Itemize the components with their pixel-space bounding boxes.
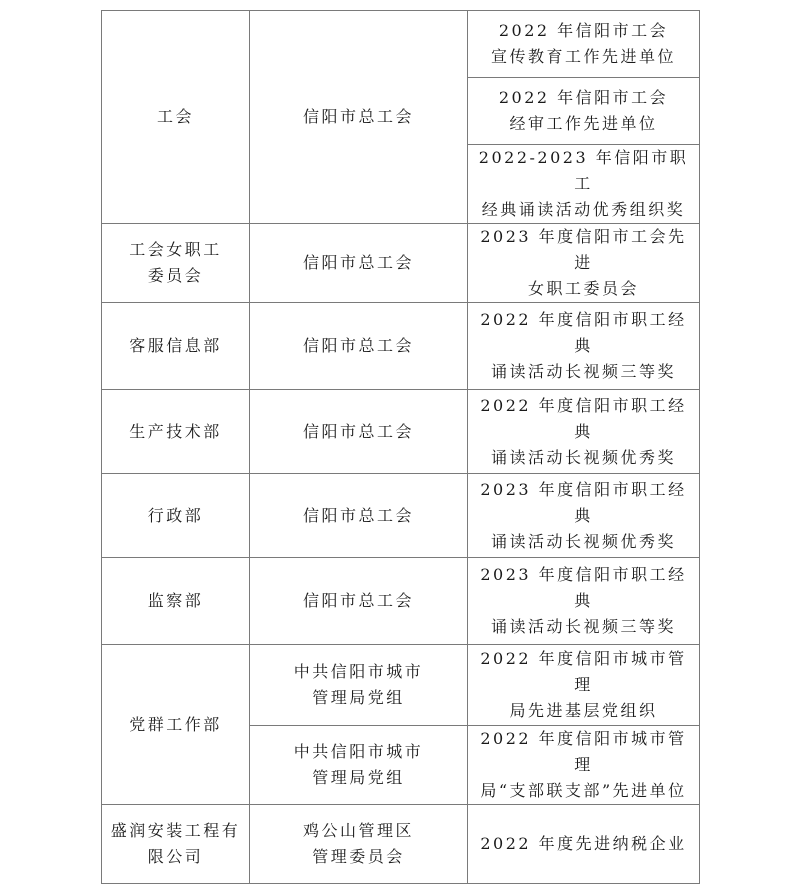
dept-cell: 工会女职工 委员会 (102, 224, 250, 303)
award-cell: 2023 年度信阳市职工经典 诵读活动长视频三等奖 (468, 558, 700, 645)
award-cell: 2023 年度信阳市职工经典 诵读活动长视频优秀奖 (468, 474, 700, 558)
table-row (102, 224, 700, 303)
table-row (102, 303, 700, 390)
dept-cell: 行政部 (102, 474, 250, 558)
honors-table (101, 10, 700, 884)
issuer-cell: 信阳市总工会 (250, 303, 468, 390)
dept-cell: 生产技术部 (102, 390, 250, 474)
dept-cell: 盛润安装工程有 限公司 (102, 805, 250, 884)
award-cell: 2022 年度信阳市职工经典 诵读活动长视频三等奖 (468, 303, 700, 390)
table-row (102, 805, 700, 884)
award-cell: 2022 年度信阳市职工经典 诵读活动长视频优秀奖 (468, 390, 700, 474)
table-row (102, 558, 700, 645)
issuer-cell: 信阳市总工会 (250, 224, 468, 303)
award-cell: 2022 年度先进纳税企业 (468, 805, 700, 884)
table-row (102, 11, 700, 78)
award-cell: 2022 年信阳市工会 经审工作先进单位 (468, 78, 700, 145)
issuer-cell: 中共信阳市城市 管理局党组 (250, 726, 468, 805)
table-row (102, 474, 700, 558)
dept-cell: 党群工作部 (102, 645, 250, 805)
award-cell: 2022 年度信阳市城市管理 局先进基层党组织 (468, 645, 700, 726)
issuer-cell: 信阳市总工会 (250, 474, 468, 558)
award-cell: 2022-2023 年信阳市职工 经典诵读活动优秀组织奖 (468, 145, 700, 224)
dept-cell: 工会 (102, 11, 250, 224)
table-row (102, 390, 700, 474)
award-cell: 2023 年度信阳市工会先进 女职工委员会 (468, 224, 700, 303)
issuer-cell: 信阳市总工会 (250, 558, 468, 645)
award-cell: 2022 年度信阳市城市管理 局“支部联支部”先进单位 (468, 726, 700, 805)
table-row (102, 645, 700, 726)
issuer-cell: 信阳市总工会 (250, 11, 468, 224)
issuer-cell: 信阳市总工会 (250, 390, 468, 474)
award-cell: 2022 年信阳市工会 宣传教育工作先进单位 (468, 11, 700, 78)
dept-cell: 客服信息部 (102, 303, 250, 390)
dept-cell: 监察部 (102, 558, 250, 645)
issuer-cell: 鸡公山管理区 管理委员会 (250, 805, 468, 884)
issuer-cell: 中共信阳市城市 管理局党组 (250, 645, 468, 726)
